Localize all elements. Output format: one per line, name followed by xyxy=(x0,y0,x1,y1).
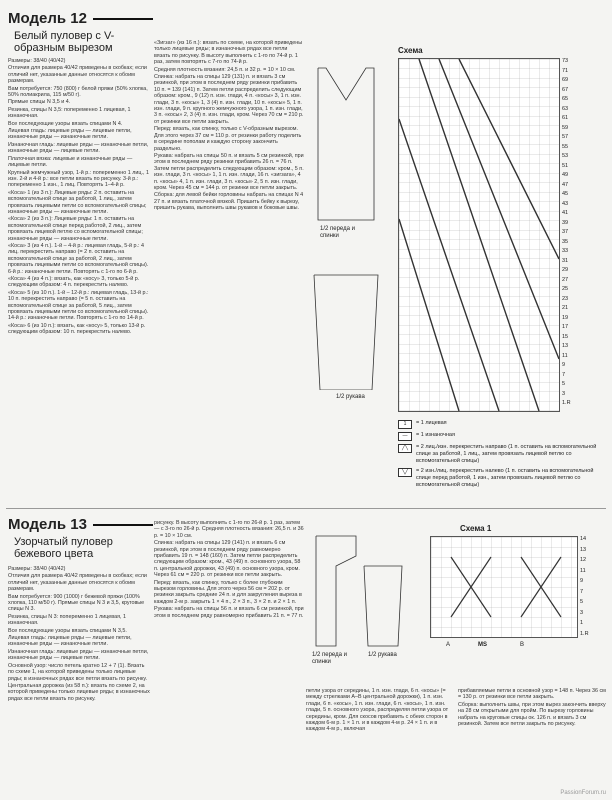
paragraph: Сборка: для левой бейки горловины набрать на спицах N 4 27 п. и вязать платочной вязкой. Пришить бейку к вырезу, пришить рукава, выполнить швы рукавов и боковые швы. xyxy=(154,192,304,212)
legend-text: = 1 изнаночная xyxy=(416,432,455,438)
row-number: 9 xyxy=(580,578,584,584)
legend-text: = 1 лицевая xyxy=(416,420,447,426)
model-12-legend xyxy=(398,420,603,492)
row-number: 19 xyxy=(562,314,569,321)
row-number: 11 xyxy=(562,352,568,359)
paragraph: петли узора от середины, 1 п. изн. глади, 6 п. «косы» (= между стрелками A–B центральной дорожки), 1 п. изн. глади, 6 п. «косы», 1 п. изн. глади, 6 п. «косы», 1 п. изн. глади, 5 п. основного узора, распределяя петли узора от середины, кром. Для скосов прибавить с обеих сторон в каждом 6-м р. 1 × 1 п. и в каждом 4-м р. 24 × 1 п. и в каждом 4-м р., включая xyxy=(306,688,449,733)
ms-label: MS xyxy=(478,642,487,648)
arrow-a-label: A xyxy=(446,642,451,648)
row-number: 3 xyxy=(562,390,566,397)
paragraph: Платочная вязка: лицевые и изнаночные ряды — лицевые петли. xyxy=(8,155,133,169)
caption-front-back-13: 1/2 переда и спинки xyxy=(312,652,347,665)
model-13-stitch-chart xyxy=(430,536,578,638)
paragraph: Резинка, спицы N 3: попеременно 1 лицевая, 1 изнаночная. xyxy=(8,613,127,627)
caption-front-back-12: 1/2 переда и спинки xyxy=(320,226,355,239)
row-number: 49 xyxy=(562,172,569,178)
row-number: 73 xyxy=(562,58,569,64)
paragraph: Рукава: набрать на спицы 50 п. и вязать 5 см резинкой, при этом в последнем ряду резинки прибавить 26 п. = 76 п. Затем петли распределить следующим образом: кром., 5 п. изн. глади, 3 п. «косы» 1, 1 п. изн. глади, 16 п. «зигзага», 4 п. «косы» 4, 1 п. изн. глади, 3 п. «косы» 2, 5 п. изн. глади, кром. Через 45 см = 144 р. от резинки все петли закрыть. xyxy=(154,152,304,191)
legend-entry xyxy=(398,444,603,465)
paragraph: Лицевая гладь: лицевые ряды — лицевые петли, изнаночные ряды — изнаночные петли. xyxy=(8,128,132,141)
row-number: 41 xyxy=(562,210,569,216)
row-number: 9 xyxy=(562,362,566,368)
row-number: 69 xyxy=(562,77,569,83)
row-number: 1.R xyxy=(562,400,571,406)
legend-text: = 2 изн./лиц. перекрестить налево (1 п. оставить на вспомогательной спице перед работой, 1 изн., затем провязать лицевой петлю со вспомогательной спицы) xyxy=(416,468,594,488)
row-number: 11 xyxy=(580,567,586,574)
row-number: 43 xyxy=(562,200,569,207)
stitch-grid xyxy=(431,537,577,637)
model-13-text-col-1 xyxy=(8,566,150,792)
model-13-text-col-3 xyxy=(306,688,454,792)
row-number: 33 xyxy=(562,248,569,254)
row-number: 5 xyxy=(580,599,584,605)
paragraph: Спинка: набрать на спицы 129 (141) п. и вязать 6 см резинкой, при этом в последнем ряду равномерно прибавить 19 п. = 148 (160) п. Затем петли распределить следующим образом: кром., 43 (49) п. основного узора, 58 п. центральной дорожки, 43 (49) п. основного узора, кром. Через 61 см = 220 р. от резинки все петли закрыть. xyxy=(154,540,301,579)
paragraph: Основной узор: число петель кратно 12 + 7 (1). Вязать по схеме 1, на которой приведены только лицевые ряды; в изнаночных рядах все петли вязать по рисунку. xyxy=(8,662,148,682)
legend-text: = 2 лиц./изн. перекрестить направо (1 п. оставить на вспомогательной спице за работой, 1 лиц., затем провязать лицевой петлю со вспомогательной спицы) xyxy=(416,444,597,464)
row-number: 14 xyxy=(580,536,587,542)
model-13-schema-title: Схема 1 xyxy=(460,524,492,533)
paragraph: Рукава: набрать на спицы 56 п. и вязать 6 см резинкой, при этом в последнем ряду равномерно прибавить 21 п. = 77 п. xyxy=(154,606,304,619)
row-number: 59 xyxy=(562,124,569,131)
paragraph: Средняя плотность вязания: 24,5 п. и 32 р. = 10 × 10 см. xyxy=(154,66,296,73)
model-12-header xyxy=(8,10,153,27)
row-number: 3 xyxy=(580,609,584,616)
paragraph: Изнаночная гладь: лицевые ряды — изнаночные петли, изнаночные ряды — лицевые петли. xyxy=(8,648,149,662)
paragraph: Прямые спицы N 3,5 и 4. xyxy=(8,99,71,106)
row-number: 23 xyxy=(562,295,569,302)
front-back-outline xyxy=(316,536,356,646)
row-number: 47 xyxy=(562,181,569,188)
row-number: 45 xyxy=(562,191,569,197)
row-number: 17 xyxy=(562,324,569,330)
model-12-row-numbers xyxy=(562,58,598,418)
arrow-b-label: B xyxy=(520,642,525,648)
model-13-row-numbers xyxy=(580,536,608,646)
paragraph: «Зигзаг» (из 16 п.): вязать по схеме, на которой приведены только лицевые ряды; в изнаночных рядах все петли вязать по рисунку. В высоту выполнить с 1-го по 74-й р. 1 раз, затем повторять с 7-го по 74-й р. xyxy=(154,40,303,66)
section-divider xyxy=(6,508,606,509)
row-number: 27 xyxy=(562,276,569,283)
front-back-outline xyxy=(318,68,374,220)
paragraph: Отличия для размера 40/42 приведены в скобках; если отличий нет, указанные данные относятся к обоим размерам. xyxy=(8,65,147,85)
paragraph: «Коса» 6 (из 10 п.): вязать, как «косу» 5, только 13-й р. следующим образом: 10 п. перекрестить налево. xyxy=(8,322,146,336)
row-number: 31 xyxy=(562,257,569,264)
caption-sleeve-12: 1/2 рукава xyxy=(336,394,365,400)
model-12-text-col-1 xyxy=(8,58,150,403)
row-number: 29 xyxy=(562,267,569,273)
row-number: 65 xyxy=(562,96,569,102)
paragraph: Изнаночная гладь: лицевые ряды — изнаночные петли, изнаночные ряды — лицевые петли. xyxy=(8,141,149,155)
row-number: 1.R xyxy=(580,630,589,637)
model-13-label: Модель 13 xyxy=(8,516,87,533)
model-13-garment-schematics xyxy=(306,526,406,666)
row-number: 53 xyxy=(562,153,569,159)
model-12-title: Белый пуловер с V-образным вырезом xyxy=(14,30,115,54)
legend-symbol: 1 xyxy=(398,420,412,429)
row-number: 37 xyxy=(562,229,569,235)
paragraph: Вам потребуется: 750 (800) г белой пряжи (50% хлопка, 50% полиакрила, 115 м/50 г). xyxy=(8,85,148,99)
sleeve-outline xyxy=(364,566,402,646)
legend-entry xyxy=(398,420,603,429)
model-13-text-col-2 xyxy=(154,520,304,792)
header-rule xyxy=(93,524,153,526)
row-number: 13 xyxy=(562,343,569,349)
model-12-text-col-2 xyxy=(154,40,304,403)
paragraph: Перед: вязать, как спинку, только с V-образным вырезом. Для этого через 37 см = 110 р. от резинки работу поделить в середине пополам и каждую сторону закончить раздельно. xyxy=(154,126,302,152)
paragraph: Отличия для размера 40/42 приведены в скобках; если отличий нет, указанные данные относятся к обоим размерам. xyxy=(8,573,147,593)
stitch-grid xyxy=(399,59,559,411)
paragraph: Вам потребуется: 900 (1000) г бежевой пряжи (100% хлопка, 110 м/50 г). Прямые спицы N 3 и 3,5, круговые спицы N 3. xyxy=(8,593,145,613)
row-number: 7 xyxy=(580,588,584,595)
row-number: 61 xyxy=(562,115,569,121)
paragraph: Все последующие узоры вязать спицами N 4. xyxy=(8,120,123,127)
legend-symbol: — xyxy=(398,432,412,441)
legend-symbol: ╲╱ xyxy=(398,468,412,477)
row-number: 51 xyxy=(562,162,569,169)
paragraph: Лицевая гладь: лицевые ряды — лицевые петли, изнаночные ряды — изнаночные петли. xyxy=(8,635,132,648)
paragraph: Сборка: выполнить швы, при этом вырез закончить вверху на 28 см открытыми для пройм. По вырезу горловины набрать на круговые спицы ок. 126 п. и вязать 3 см резинкой. Затем все петли закрыть по рисунку. xyxy=(458,701,606,728)
watermark: PassionForum.ru xyxy=(560,790,606,796)
model-12-label: Модель 12 xyxy=(8,10,87,27)
model-12-schema-title: Схема xyxy=(398,46,423,55)
row-number: 67 xyxy=(562,86,569,93)
paragraph: «Коса» 4 (из 4 п.): вязать, как «косу» 3, только 5-й р. следующим образом: 4 п. перекрестить налево. xyxy=(8,276,140,289)
paragraph: «Коса» 2 (из 3 п.): Лицевые ряды: 1 п. оставить на вспомогательной спице перед работой, 2 лиц., затем провязать лицевой петлю со вспомогательной спицы; изнаночные ряды — изнаночные петли. xyxy=(8,216,143,242)
paragraph: рисунку. В высоту выполнить с 1-го по 26-й р. 1 раз, затем — с 3-го по 26-й р. Средняя плотность вязания: 26,5 п. и 36 р. = 10 × 10 см. xyxy=(154,520,304,539)
paragraph: Резинка, спицы N 3,5: попеременно 1 лицевая, 1 изнаночная. xyxy=(8,106,131,120)
paragraph: Спинка: набрать на спицы 129 (131) п. и вязать 3 см резинкой, при этом в последнем ряду резинки прибавить 10 п. = 139 (141) п. Затем петли распределить следующим образом: кром., 9 (12) п. изн. глади, 4 п. «косы» 3, 1 п. изн. глади, 3 п. «косы» 1, 3 (4) п. изн. глади, 10 п. «косы» 5, 1 п. изн. глади, 9 п. крупного жемчужного узора, 1 п. изн. глади, 3 п. «косы» 2, 3 (4) п. изн. глади, кром. Через 70 см = 210 р. от резинки все петли закрыть. xyxy=(154,74,304,125)
row-number: 39 xyxy=(562,219,569,226)
row-number: 12 xyxy=(580,557,587,563)
header-rule xyxy=(93,18,153,20)
row-number: 63 xyxy=(562,105,569,112)
row-number: 13 xyxy=(580,546,587,553)
model-12-garment-schematics xyxy=(306,60,392,390)
legend-entry xyxy=(398,432,603,441)
sleeve-outline xyxy=(314,275,378,390)
model-13-title: Узорчатый пуловер бежевого цвета xyxy=(14,536,113,560)
row-number: 5 xyxy=(562,381,566,387)
paragraph: «Коса» 5 (из 10 п.). 1-й – 12-й р.: лицевая гладь, 13-й р.: 10 п. перекрестить направо (= 5 п. оставить на вспомогательной спице за работой, 5 лиц., затем провязать лицевыми петли со вспомогательной спицы). 14-й р.: изнаночные петли. Повторять с 1-го по 14-й р. xyxy=(8,289,149,322)
row-number: 15 xyxy=(562,333,569,340)
paragraph: прибавляемые петли в основной узор = 148 п. Через 36 см = 130 р. от резинки все петли закрыть. xyxy=(458,688,606,701)
row-number: 7 xyxy=(562,371,566,378)
row-number: 25 xyxy=(562,286,569,292)
row-number: 35 xyxy=(562,238,569,245)
legend-entry xyxy=(398,468,603,489)
row-number: 21 xyxy=(562,305,569,311)
row-number: 55 xyxy=(562,143,569,150)
row-number: 71 xyxy=(562,67,569,74)
legend-symbol: ╱╲ xyxy=(398,444,412,453)
paragraph: Центральная дорожка (из 58 п.): вязать по схеме 2, на которой приведены только лицевые ряды; в изнаночных рядах все петли вязать по рисунку. xyxy=(8,682,150,702)
model-13-header xyxy=(8,516,153,533)
model-13-text-col-4 xyxy=(458,688,606,792)
paragraph: Размеры: 38/40 (40/42) xyxy=(8,58,66,64)
caption-sleeve-13: 1/2 рукава xyxy=(368,652,397,658)
row-number: 1 xyxy=(580,620,584,626)
model-12-stitch-chart xyxy=(398,58,560,412)
paragraph: Размеры: 38/40 (40/42) xyxy=(8,566,66,572)
paragraph: Перед: вязать, как спинку, только с более глубоким вырезом горловины. Для этого через 56 см = 202 р. от резинки закрыть средние 24 п. и для закругления выреза в каждом 2-м р. закрыть 1 × 4 п., 2 × 3 п., 3 × 2 п. и 2 × 1 п. xyxy=(154,579,302,605)
paragraph: «Коса» 1 (из 3 п.): Лицевые ряды: 2 п. оставить на вспомогательной спице за работой, 1 лиц., затем провязать лицевыми петли со вспомогательной спицы; изнаночные ряды — изнаночные петли. xyxy=(8,189,147,215)
paragraph: Все последующие узоры вязать спицами N 3,5. xyxy=(8,627,127,634)
paragraph: Крупный жемчужный узор, 1-й р.: попеременно 1 лиц., 1 изн. 2-й и 4-й р.: все петли вязать по рисунку. 3-й р.: попеременно 1 изн., 1 лиц. Повторять 1–4-й р. xyxy=(8,169,149,189)
paragraph: «Коса» 3 (из 4 п.). 1-й – 4-й р.: лицевая гладь, 5-й р.: 4 лиц. перекрестить направо (= 2 п. оставить на вспомогательной спице за работой, 2 лиц., затем провязать лицевыми петли со вспомогательной спицы). 6-й р.: изнаночные петли. Повторять с 1-го по 6-й р. xyxy=(8,242,149,275)
row-number: 57 xyxy=(562,134,569,140)
